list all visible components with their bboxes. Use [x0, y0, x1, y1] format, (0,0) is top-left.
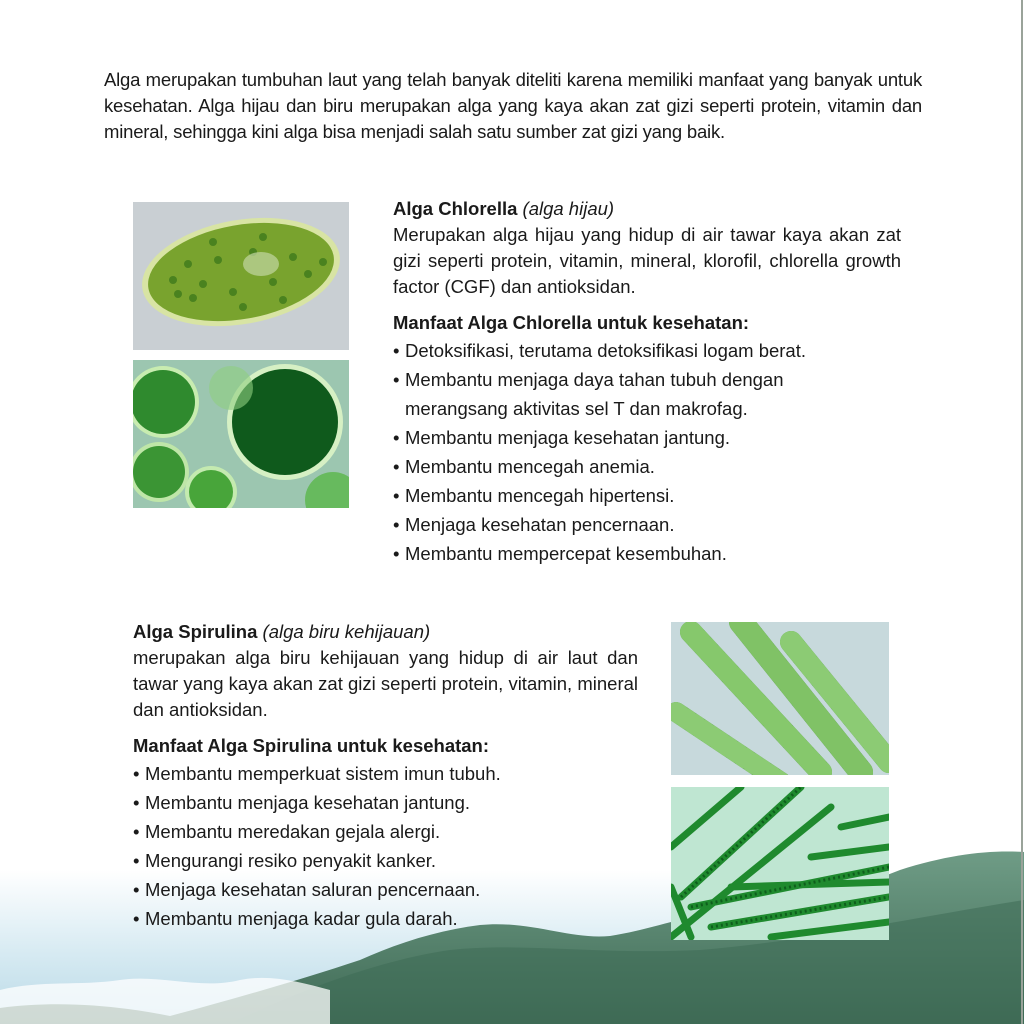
- list-item: • Membantu menjaga kadar gula darah.: [133, 904, 638, 933]
- spirulina-spiral-image: [671, 622, 889, 775]
- list-item: • Detoksifikasi, terutama detoksifikasi logam berat.: [393, 336, 901, 365]
- chlorella-cell-image: [133, 202, 349, 350]
- list-item: • Menjaga kesehatan pencernaan.: [393, 510, 901, 539]
- chlorella-title: [393, 196, 901, 222]
- list-item: • Membantu mencegah hipertensi.: [393, 481, 901, 510]
- chlorella-colony-image: [133, 360, 349, 508]
- intro-paragraph: Alga merupakan tumbuhan laut yang telah banyak diteliti karena memiliki manfaat yang banyak untuk kesehatan. Alga hijau dan biru merupakan alga yang kaya akan zat gizi seperti protein, vitamin dan mineral, sehingga kini alga bisa menjadi salah satu sumber zat gizi yang baik.: [104, 69, 922, 142]
- chlorella-description: Merupakan alga hijau yang hidup di air tawar kaya akan zat gizi seperti protein, vitamin, mineral, klorofil, chlorella growth factor (CGF) dan antioksidan.: [393, 224, 901, 297]
- spirulina-description: merupakan alga biru kehijauan yang hidup di air laut dan tawar yang kaya akan zat gizi seperti protein, vitamin, mineral dan antioksidan.: [133, 647, 638, 720]
- list-item: • Membantu meredakan gejala alergi.: [133, 817, 638, 846]
- spirulina-section: [133, 619, 638, 933]
- spirulina-benefits-title: Manfaat Alga Spirulina untuk kesehatan:: [133, 735, 490, 756]
- spirulina-name: Alga Spirulina: [133, 621, 258, 642]
- list-item: • Membantu mencegah anemia.: [393, 452, 901, 481]
- list-item: • Menjaga kesehatan saluran pencernaan.: [133, 875, 638, 904]
- spirulina-filament-image: [671, 787, 889, 940]
- chlorella-name: Alga Chlorella: [393, 198, 518, 219]
- chlorella-subtitle: (alga hijau): [522, 198, 615, 219]
- list-item: • Membantu menjaga daya tahan tubuh dengan merangsang aktivitas sel T dan makrofag.: [393, 365, 865, 423]
- spirulina-benefits-list: [133, 759, 638, 933]
- chlorella-section: [393, 196, 901, 568]
- list-item: • Membantu menjaga kesehatan jantung.: [133, 788, 638, 817]
- spirulina-subtitle: (alga biru kehijauan): [262, 621, 431, 642]
- chlorella-benefits-list: [393, 336, 901, 568]
- list-item: • Membantu mempercepat kesembuhan.: [393, 539, 901, 568]
- chlorella-benefits-title: Manfaat Alga Chlorella untuk kesehatan:: [393, 312, 750, 333]
- list-item: • Membantu menjaga kesehatan jantung.: [393, 423, 901, 452]
- page-edge-divider: [1021, 0, 1023, 1024]
- spirulina-title: [133, 619, 638, 645]
- list-item: • Membantu memperkuat sistem imun tubuh.: [133, 759, 638, 788]
- list-item: • Mengurangi resiko penyakit kanker.: [133, 846, 638, 875]
